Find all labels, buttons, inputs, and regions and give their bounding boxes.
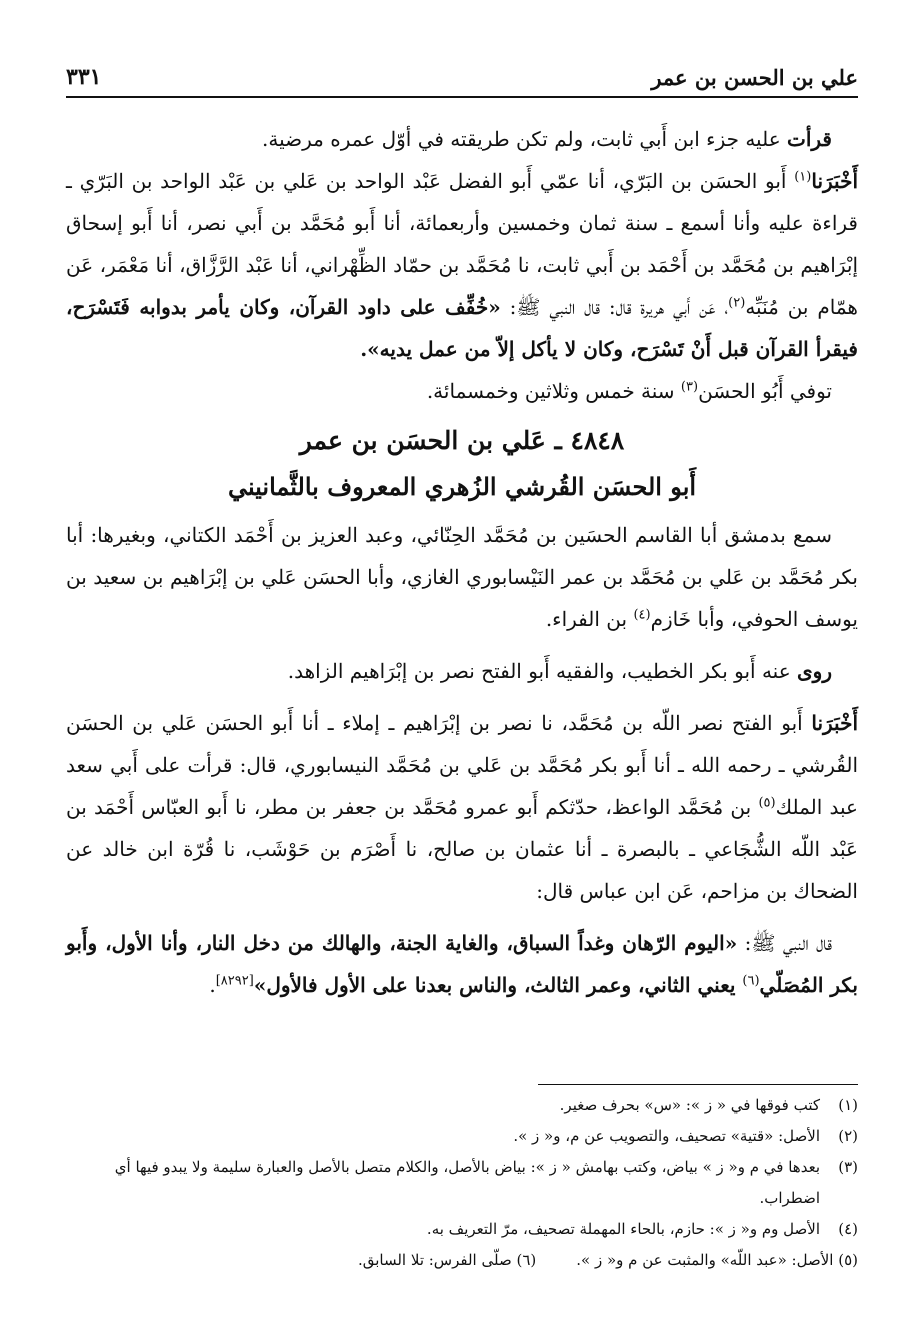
footnote-2 (66, 1121, 858, 1152)
students-text: عنه أَبو بكر الخطيب، والفقيه أَبو الفتح نصر بن إبْرَاهيم الزاهد. (287, 659, 798, 683)
keyword-qara-tu: قرأت (787, 127, 832, 151)
footnote-ref-5[interactable]: (٥) (758, 795, 776, 811)
footnote-number: (٥) (838, 1251, 858, 1269)
hadith-text-continued: يعني الثاني، وعمر الثالث، والناس بعدنا على الأول فالأول» (253, 973, 743, 997)
footnote-ref-6[interactable]: (٦) (742, 973, 760, 989)
death-text: توفي أَبُو الحسَن (698, 379, 832, 403)
footnote-text: الأصل: «قتية» تصحيف، والتصويب عن م، و« ز ». (513, 1127, 820, 1145)
paragraph-students (66, 650, 858, 692)
footnote-5 (576, 1245, 858, 1276)
entry-subtitle: أَبو الحسَن القُرشي الزُهري المعروف بالثَّمانيني (227, 472, 697, 501)
footnote-6 (358, 1245, 536, 1276)
hadith-number: [٨٢٩٢] (215, 973, 254, 989)
paragraph-death (66, 370, 858, 412)
footnote-5-6 (66, 1245, 858, 1276)
paragraph-hadith-2 (66, 922, 858, 1006)
isnad-text: أَبو الحسَن بن البَرّي، أنا عمّي أَبو الفضل عَبْد الواحد بن عَلي بن عَبْد الواحد بن البَرّي ـ قراءة عليه وأنا أسمع ـ سنة ثمان وخمسين وأربعمائة، أنا أَبو مُحَمَّد بن أَبي نصر، أنا أَبو إسحاق إبْرَاهيم بن مُحَمَّد بن أَحْمَد بن أَبي ثابت، نا مُحَمَّد بن حمّاد الظِّهْراني، أنا عَبْد الرَّزَّاق، أنا مَعْمَر، عَن همّام بن مُنَبِّه (66, 169, 858, 319)
main-text (66, 118, 858, 1006)
keyword-rawa: روى (797, 659, 832, 683)
isnad-text-continued: بن مُحَمَّد الواعظ، حدّثكم أَبو عمرو مُحَمَّد بن جعفر بن مطر، نا أَبو العبّاس أَحْمَد بن عَبْد اللّه الشُّجَاعي ـ بالبصرة ـ أنا عثمان بن صالح، نا أَصْرَم بن حَوْشَب، نا قُرّة ابن خالد عن الضحاك بن مزاحم، عَن ابن عباس قال: (66, 795, 858, 903)
spacer (66, 692, 858, 702)
page-header (66, 50, 858, 98)
footnote-1 (66, 1090, 858, 1121)
hadith-intro: قال النبي ﷺ: (737, 931, 832, 955)
teachers-text: سمع بدمشق أبا القاسم الحسَين بن مُحَمَّد الحِنّائي، وعبد العزيز بن أَحْمَد الكتاني، وبغيرها: أبا بكر مُحَمَّد بن عَلي بن مُحَمَّد بن عمر النَيْسابوري الغازي، وأبا الحسَن عَلي بن إبْرَاهيم بن سعيد بن يوسف الحوفي، وأبا خَازم (66, 523, 858, 631)
keyword-akhbarana: أَخْبَرَنا (811, 711, 858, 735)
footnote-number: (٦) (516, 1251, 537, 1269)
footnote-ref-4[interactable]: (٤) (633, 607, 651, 623)
page-number: ٣٣١ (66, 64, 102, 90)
footnote-text: الأصل: «عبد اللّه» والمثبت عن م و« ز ». (576, 1251, 834, 1269)
footnote-ref-3[interactable]: (٣) (680, 379, 699, 395)
footnote-ref-1[interactable]: (١) (794, 169, 812, 185)
footnote-number: (١) (838, 1096, 858, 1114)
footnote-ref-2[interactable]: (٢) (728, 295, 746, 311)
footnote-4 (66, 1214, 858, 1245)
spacer (66, 912, 858, 922)
footnote-text: بعدها في م و« ز » بياض، وكتب بهامش « ز »: بياض بالأصل، والكلام متصل بالأصل والعبارة سليمة ولا يبدو فيها أي اضطراب. (114, 1158, 820, 1207)
isnad-text-continued: ، عَن أَبي هريرة قال: قال النبي ﷺ: (500, 295, 729, 319)
footnote-text: كتب فوقها في « ز »: «س» بحرف صغير. (559, 1096, 820, 1114)
footnote-text: الأصل وم و« ز »: حازم، بالحاء المهملة تصحيف، مرّ التعريف به. (426, 1220, 820, 1238)
death-text-continued: سنة خمس وثلاثين وخمسمائة. (426, 379, 681, 403)
isnad-text: أَبو الفتح نصر اللّه بن مُحَمَّد، نا نصر بن إبْرَاهيم ـ إملاء ـ أنا أَبو الحسَن عَلي بن الحسَن القُرشي ـ رحمه الله ـ أنا أَبو بكر مُحَمَّد بن عَلي بن مُحَمَّد النيسابوري، قال: قرأت على أَبي سعد عبد الملك (66, 711, 858, 819)
paragraph-read (66, 118, 858, 160)
footnote-number: (٢) (838, 1127, 858, 1145)
footnote-3 (66, 1152, 858, 1214)
paragraph-text: عليه جزء ابن أَبي ثابت، ولم تكن طريقته في أوّل عمره مرضية. (262, 127, 788, 151)
keyword-akhbarana: أَخْبَرَنا (811, 169, 858, 193)
footnote-separator (538, 1084, 858, 1085)
entry-heading: ٤٨٤٨ ـ عَلي بن الحسَن بن عمر (299, 426, 625, 455)
paragraph-teachers (66, 514, 858, 640)
paragraph-isnad-1 (66, 160, 858, 370)
running-title: علي بن الحسن بن عمر (651, 65, 858, 90)
teachers-text-continued: بن الفراء. (545, 607, 634, 631)
spacer (66, 640, 858, 650)
hadith-text: «خُفِّف على داود القرآن، وكان يأمر بدوابه فَتَسْرَح، فيقرأ القرآن قبل أَنْ تَسْرَح، وكان لا يأكل إلاّ من عمل يديه». (66, 295, 858, 361)
sentence-end: . (209, 973, 216, 997)
footnote-text: صلّى الفرس: تلا السابق. (357, 1251, 512, 1269)
paragraph-isnad-2 (66, 702, 858, 912)
footnote-number: (٤) (838, 1220, 858, 1238)
footnote-number: (٣) (838, 1158, 858, 1176)
footnotes (66, 1090, 858, 1276)
hadith-text: «اليوم الرّهان وغداً السباق، والغاية الجنة، والهالك من دخل النار، وأنا الأول، وأَبو بكر المُصَلّي (66, 931, 858, 997)
